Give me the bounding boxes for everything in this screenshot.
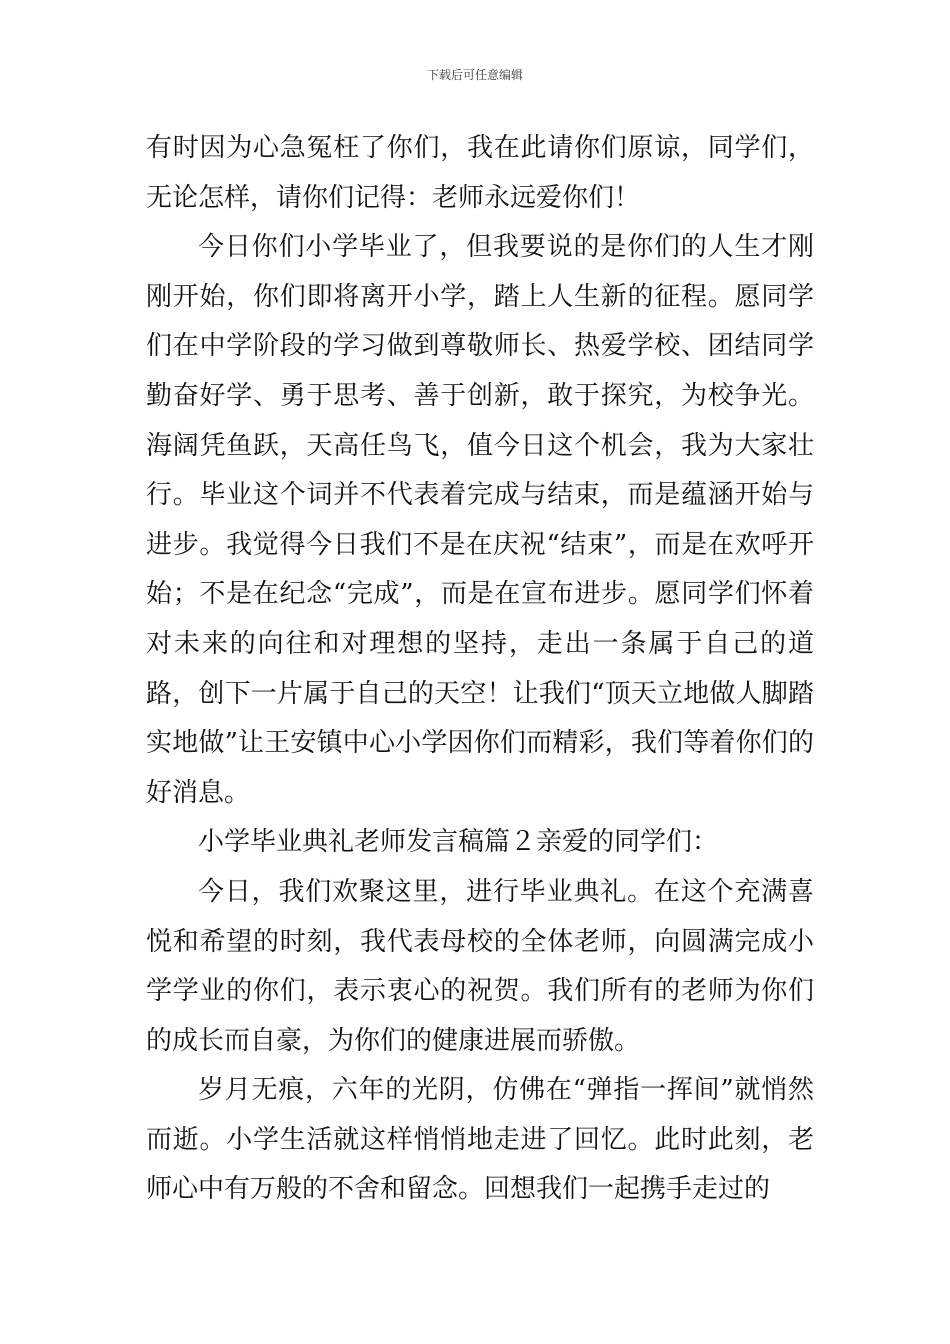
paragraph-1: 有时因为心急冤枉了你们，我在此请你们原谅，同学们，无论怎样，请你们记得：老师永远爱你们！ [146,133,814,213]
paragraph-2: 今日你们小学毕业了，但我要说的是你们的人生才刚刚开始，你们即将离开小学，踏上人生新的征程。愿同学们在中学阶段的学习做到尊敬师长、热爱学校、团结同学勤奋好学、勇于思考、善于创新，敢于探究，为校争光。海阔凭鱼跃，天高任鸟飞，值今日这个机会，我为大家壮行。毕业这个词并不代表着完成与结束，而是蕴涵开始与进步。我觉得今日我们不是在庆祝“结束”，而是在欢呼开始；不是在纪念“完成”，而是在宣布进步。愿同学们怀着对未来的向往和对理想的坚持，走出一条属于自己的道路，创下一片属于自己的天空！让我们“顶天立地做人脚踏实地做”让王安镇中心小学因你们而精彩，我们等着你们的好消息。 [146,232,814,808]
document-body [146,124,814,1215]
paragraph-3-section-heading: 小学毕业典礼老师发言稿篇２亲爱的同学们： [198,827,719,858]
paragraph-4: 今日，我们欢聚这里，进行毕业典礼。在这个充满喜悦和希望的时刻，我代表母校的全体老师，向圆满完成小学学业的你们，表示衷心的祝贺。我们所有的老师为你们的成长而自豪，为你们的健康进展而骄傲。 [146,876,814,1056]
paragraph-5: 岁月无痕，六年的光阴，仿佛在“弹指一挥间”就悄然而逝。小学生活就这样悄悄地走进了回忆。此时此刻，老师心中有万般的不舍和留念。回想我们一起携手走过的 [146,1075,814,1205]
header-note: 下载后可任意编辑 [426,68,523,82]
